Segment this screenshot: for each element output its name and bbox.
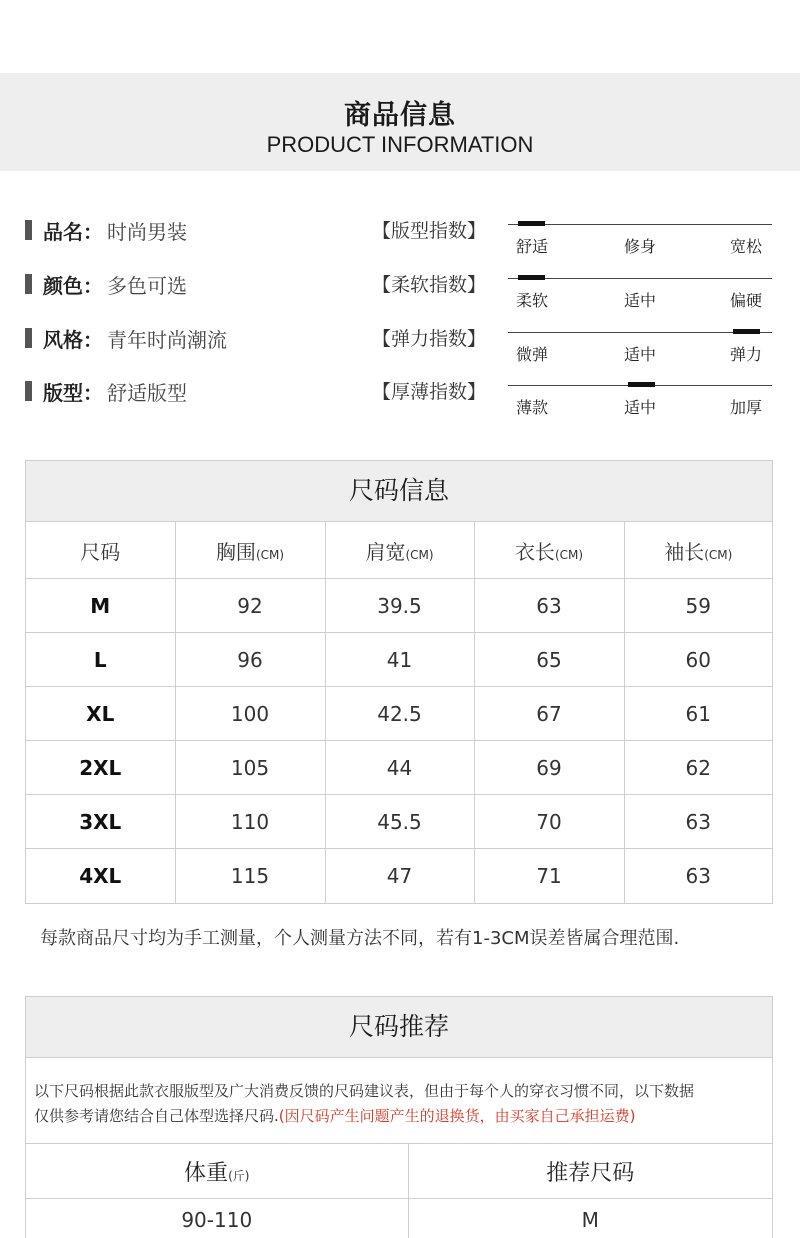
scale-selected-marker (518, 275, 545, 280)
measurement-note: 每款商品尺寸均为手工测量，个人测量方法不同，若有1-3CM误差皆属合理范围. (40, 928, 680, 949)
header-label: 尺码 (80, 539, 121, 564)
table-row (26, 633, 772, 687)
chest-cell: 115 (175, 849, 325, 903)
scale-selected-marker (628, 382, 655, 387)
scale-option: 适中 (624, 398, 657, 417)
attr-sep: ： (83, 273, 103, 298)
header-title-en: PRODUCT INFORMATION (266, 132, 534, 157)
scale-option: 微弹 (516, 345, 549, 364)
size-cell: L (26, 633, 175, 687)
header-cell (408, 1144, 772, 1199)
sleeve-cell: 61 (624, 687, 772, 741)
sleeve-cell: 63 (624, 795, 772, 849)
bullet-bar-icon (25, 381, 32, 401)
shoulder-cell: 44 (325, 741, 474, 795)
scale-selected-marker (518, 221, 545, 226)
header-label: 推荐尺码 (546, 1160, 635, 1186)
table-row (26, 795, 772, 849)
chest-cell: 100 (175, 687, 325, 741)
scale-option: 适中 (624, 291, 657, 310)
attr-row-style (25, 323, 227, 353)
table-row (26, 741, 772, 795)
header-label: 衣长 (514, 539, 555, 564)
weight-cell: 90-110 (26, 1199, 408, 1238)
length-cell: 67 (474, 687, 624, 741)
recommend-title: 尺码推荐 (26, 997, 772, 1057)
recommend-header-row (26, 1144, 772, 1199)
attr-label: 颜色 (43, 273, 83, 298)
table-row (26, 1199, 772, 1238)
scale-option: 适中 (624, 345, 657, 364)
size-cell: M (26, 579, 175, 633)
scale-option: 弹力 (730, 345, 763, 364)
recommend-text-line1: 以下尺码根据此款衣服版型及广大消费反馈的尺码建议表，但由于每个人的穿衣习惯不同，以下数据 (34, 1082, 695, 1100)
chest-cell: 105 (175, 741, 325, 795)
scale-line (508, 278, 772, 279)
table-row (26, 849, 772, 903)
size-table-title: 尺码信息 (26, 461, 772, 521)
chest-cell: 96 (175, 633, 325, 687)
length-cell: 63 (474, 579, 624, 633)
attr-row-fit (25, 376, 187, 406)
recommended-size-cell: M (408, 1199, 772, 1238)
index-scale-thickness (508, 385, 772, 419)
attr-sep: ： (83, 219, 103, 244)
index-label-fit: 【版型指数】 (372, 220, 487, 242)
recommend-text-line2-wrap (34, 1104, 764, 1129)
header-cell (26, 1144, 408, 1199)
size-grid (26, 521, 772, 903)
index-label-elasticity: 【弹力指数】 (372, 328, 487, 350)
length-cell: 70 (474, 795, 624, 849)
sleeve-cell: 63 (624, 849, 772, 903)
attr-value: 时尚男装 (107, 219, 187, 244)
attr-sep: ： (83, 327, 103, 352)
attr-value: 多色可选 (107, 273, 187, 298)
length-cell: 71 (474, 849, 624, 903)
header-label: 袖长 (664, 539, 705, 564)
size-recommendation (25, 996, 773, 1238)
header-unit: (CM) (554, 547, 584, 562)
header-cell (474, 522, 624, 579)
size-cell: XL (26, 687, 175, 741)
header-label: 肩宽 (365, 539, 406, 564)
length-cell: 65 (474, 633, 624, 687)
header-label: 体重 (184, 1160, 229, 1186)
scale-option: 柔软 (516, 291, 549, 310)
header-cell (26, 522, 175, 579)
shoulder-cell: 45.5 (325, 795, 474, 849)
recommend-warning: (因尺码产生问题产生的退换货，由买家自己承担运费) (278, 1107, 636, 1125)
sleeve-cell: 60 (624, 633, 772, 687)
attr-row-color (25, 269, 187, 299)
attr-label: 版型 (43, 380, 83, 405)
chest-cell: 92 (175, 579, 325, 633)
size-cell: 2XL (26, 741, 175, 795)
sleeve-cell: 59 (624, 579, 772, 633)
bullet-bar-icon (25, 274, 32, 294)
header-unit: (CM) (255, 547, 285, 562)
table-row (26, 579, 772, 633)
attr-row-name (25, 215, 187, 245)
index-label-softness: 【柔软指数】 (372, 274, 487, 296)
sleeve-cell: 62 (624, 741, 772, 795)
shoulder-cell: 39.5 (325, 579, 474, 633)
recommend-text-line2: 仅供参考请您结合自己体型选择尺码. (34, 1107, 279, 1125)
index-scale-softness (508, 278, 772, 312)
length-cell: 69 (474, 741, 624, 795)
attr-value: 青年时尚潮流 (107, 327, 227, 352)
header-title-zh: 商品信息 (344, 100, 456, 131)
attr-label: 风格 (43, 327, 83, 352)
scale-option: 加厚 (730, 398, 763, 417)
index-label-thickness: 【厚薄指数】 (372, 381, 487, 403)
recommend-description (26, 1057, 772, 1143)
chest-cell: 110 (175, 795, 325, 849)
header-cell (624, 522, 772, 579)
scale-selected-marker (733, 329, 760, 334)
size-cell: 3XL (26, 795, 175, 849)
header-unit: (斤) (228, 1168, 250, 1183)
header-unit: (CM) (704, 547, 733, 562)
product-info-header (0, 73, 800, 171)
attr-value: 舒适版型 (107, 380, 187, 405)
header-label: 胸围 (215, 539, 256, 564)
recommend-table (26, 1143, 772, 1238)
table-header-row (26, 522, 772, 579)
bullet-bar-icon (25, 220, 32, 240)
shoulder-cell: 41 (325, 633, 474, 687)
scale-option: 偏硬 (730, 291, 763, 310)
attr-sep: ： (83, 380, 103, 405)
size-cell: 4XL (26, 849, 175, 903)
shoulder-cell: 47 (325, 849, 474, 903)
scale-option: 修身 (624, 237, 657, 256)
header-cell (175, 522, 325, 579)
scale-option: 薄款 (516, 398, 549, 417)
table-row (26, 687, 772, 741)
scale-line (508, 224, 772, 225)
header-cell (325, 522, 474, 579)
header-unit: (CM) (405, 547, 434, 562)
shoulder-cell: 42.5 (325, 687, 474, 741)
scale-option: 宽松 (730, 237, 763, 256)
index-scale-elasticity (508, 332, 772, 366)
size-info-table (25, 460, 773, 904)
index-scale-fit (508, 224, 772, 258)
bullet-bar-icon (25, 328, 32, 348)
scale-option: 舒适 (516, 237, 549, 256)
attr-label: 品名 (43, 219, 83, 244)
